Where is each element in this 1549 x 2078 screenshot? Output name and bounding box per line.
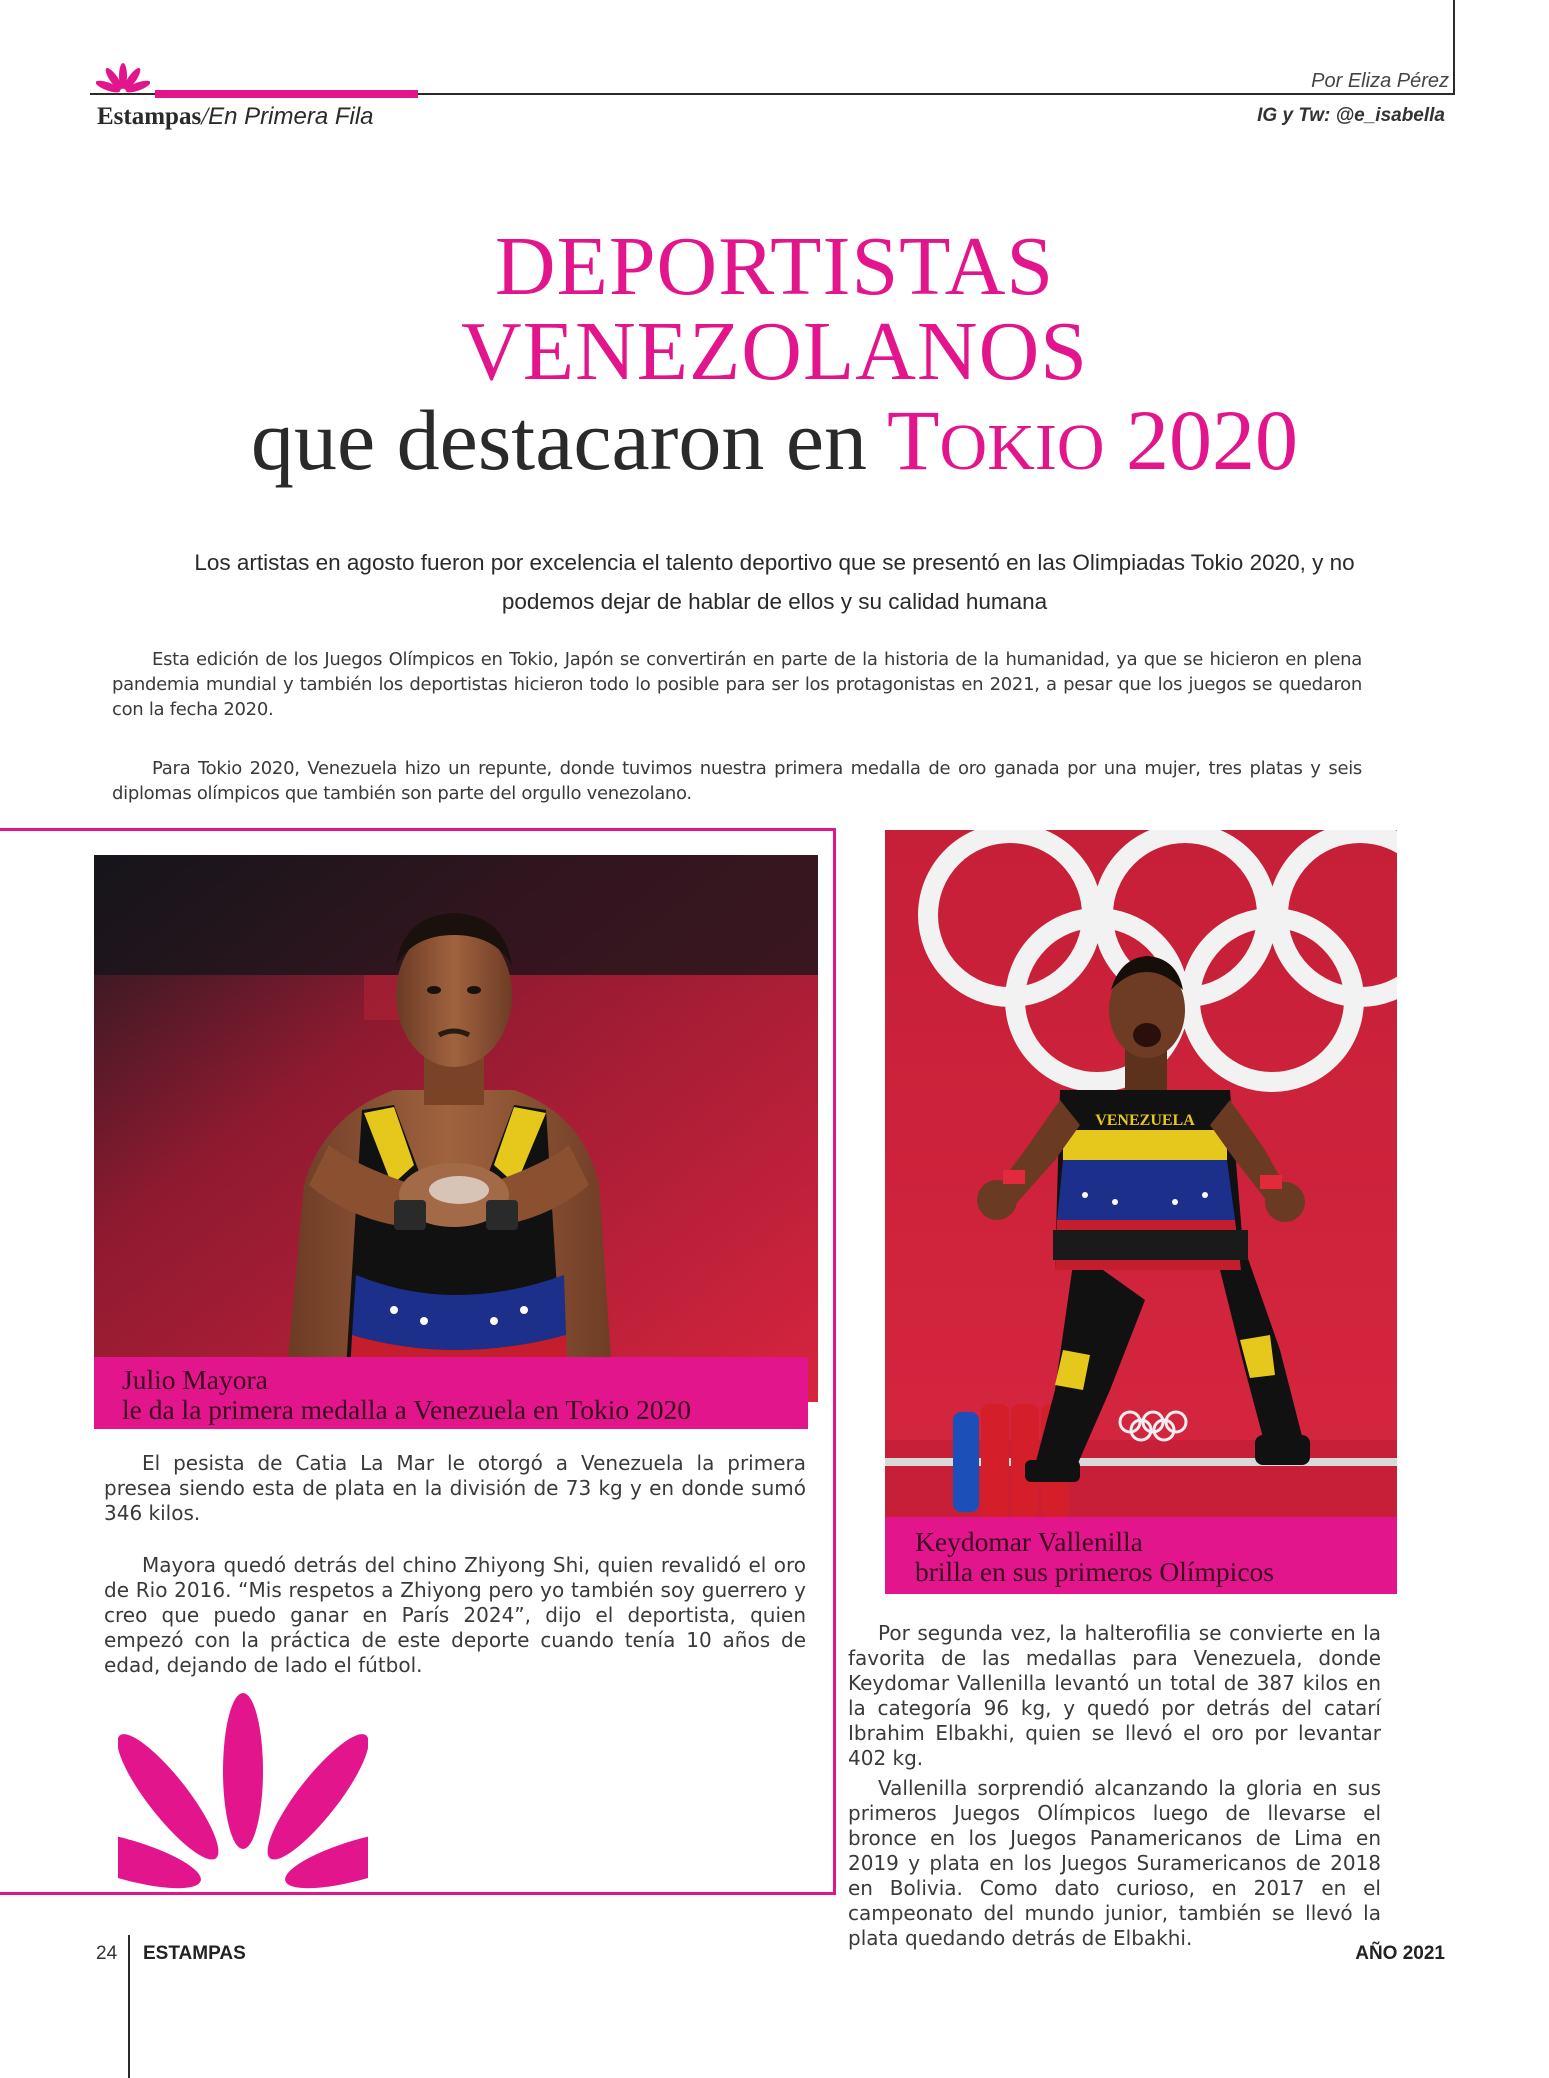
- title-line-3-main: que destacaron en: [251, 392, 887, 488]
- author-byline: Por Eliza Pérez: [1311, 70, 1449, 92]
- flower-decoration-icon: [118, 1693, 368, 1893]
- section-name: Estampas: [97, 103, 202, 130]
- magazine-name: ESTAMPAS: [143, 1943, 246, 1964]
- panel-frame-right: [833, 828, 836, 1895]
- intro-paragraph-1: Esta edición de los Juegos Olímpicos en Tokio, Japón se convertirán en parte de la historia de la humanidad, ya que se hicieron en plena pandemia mundial y también los deportistas hicieron todo lo posible para ser los protagonistas en 2021, a pesar que los juegos se quedaron con la fecha 2020.: [112, 649, 1362, 720]
- photo-keydomar-vallenilla: [885, 830, 1397, 1522]
- caption-1-headline: le da la primera medalla a Venezuela en Tokio 2020: [122, 1394, 691, 1425]
- title-line-3-accent: [887, 392, 1298, 488]
- header-accent-bar: [155, 90, 418, 98]
- article-paragraph-vallenilla-2: Vallenilla sorprendió alcanzando la gloria en sus primeros Juegos Olímpicos luego de llevarse el bronce en los Juegos Panamericanos de Lima en 2019 y plata en los Juegos Suramericanos de 2018 en Bolivia. Como dato curioso, en 2017 en el campeonato del mundo junior, también se llevó la plata quedando detrás de Elbakhi.: [848, 1776, 1381, 1950]
- caption-julio-mayora: [94, 1357, 808, 1429]
- title-accent-year: 2020: [1104, 392, 1298, 488]
- header-vertical-rule: [1453, 0, 1455, 95]
- title-line-3: [0, 390, 1549, 490]
- panel-frame-top: [0, 828, 836, 831]
- social-handle: IG y Tw: @e_isabella: [1257, 105, 1445, 126]
- caption-1-name: Julio Mayora: [122, 1364, 268, 1395]
- caption-2-name: Keydomar Vallenilla: [915, 1526, 1143, 1557]
- article-paragraph-vallenilla-1: Por segunda vez, la halterofilia se convierte en la favorita de las medallas para Venezuela, donde Keydomar Vallenilla levantó un total de 387 kilos en la categoría 96 kg, y quedó por detrás del catarí Ibrahim Elbakhi, quien se llevó el oro por levantar 402 kg.: [848, 1621, 1381, 1770]
- section-separator: /: [201, 103, 209, 130]
- section-label: [97, 103, 374, 131]
- subsection-name: En Primera Fila: [208, 103, 374, 130]
- title-line-1: DEPORTISTAS: [494, 220, 1055, 313]
- athlete-2-illustration: [885, 830, 1397, 1522]
- caption-2-headline: brilla en sus primeros Olímpicos: [915, 1556, 1274, 1587]
- jersey-text: VENEZUELA: [1095, 1112, 1195, 1129]
- title-accent-initial: T: [886, 392, 940, 488]
- issue-year: AÑO 2021: [1355, 1943, 1445, 1964]
- athlete-1-illustration: [94, 855, 818, 1402]
- article-paragraph-mayora-2: Mayora quedó detrás del chino Zhiyong Shi, quien revalidó el oro de Rio 2016. “Mis respetos a Zhiyong pero yo también soy guerrero y creo que puedo ganar en París 2024”, dijo el deportista, quien empezó con la práctica de este deporte cuando tenía 10 años de edad, dejando de lado el fútbol.: [104, 1553, 806, 1677]
- page-number: 24: [96, 1943, 118, 1964]
- caption-keydomar-vallenilla: [885, 1517, 1397, 1594]
- footer-vertical-rule: [128, 1935, 130, 2078]
- article-paragraph-mayora-1: El pesista de Catia La Mar le otorgó a Venezuela la primera presea siendo esta de plata en la división de 73 kg y en donde sumó 346 kilos.: [104, 1451, 806, 1525]
- flower-logo-icon: [96, 62, 150, 98]
- title-accent-smallcaps: OKIO: [939, 411, 1105, 484]
- photo-julio-mayora: [94, 855, 818, 1402]
- intro-paragraph-2: Para Tokio 2020, Venezuela hizo un repunte, donde tuvimos nuestra primera medalla de oro ganada por una mujer, tres platas y seis diplomas olímpicos que también son parte del orgullo venezolano.: [112, 758, 1362, 804]
- lead-paragraph: Los artistas en agosto fueron por excelencia el talento deportivo que se presentó en las Olimpiadas Tokio 2020, y no podemos dejar de hablar de ellos y su calidad humana: [194, 550, 1355, 614]
- title-line-2: VENEZOLANOS: [461, 305, 1088, 398]
